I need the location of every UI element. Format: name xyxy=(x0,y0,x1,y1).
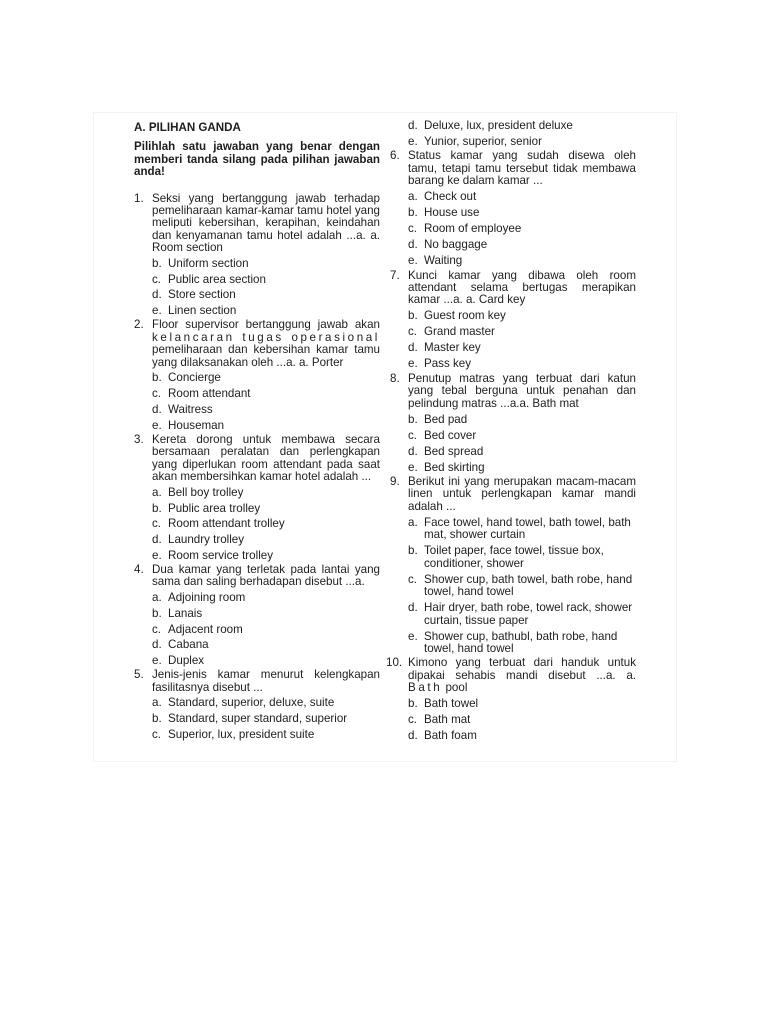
option-text: Waitress xyxy=(168,402,213,416)
question-text: Jenis-jenis kamar menurut kelengkapan fasilitasnya disebut ... xyxy=(152,668,380,694)
option-c[interactable] xyxy=(408,223,636,235)
question-text-line: pemeliharaan dan kebersihan kamar tamu yang dilaksanakan oleh ...a. a. Porter xyxy=(152,343,380,369)
option-b[interactable] xyxy=(408,414,636,426)
option-text: Duplex xyxy=(168,653,205,667)
question-10 xyxy=(386,656,636,743)
option-letter: d. xyxy=(408,601,418,615)
option-letter: c. xyxy=(408,713,418,727)
question-7 xyxy=(390,270,636,371)
option-text: Hair dryer, bath robe, towel rack, shower curtain, tissue paper xyxy=(424,601,633,627)
option-a[interactable] xyxy=(152,592,380,604)
option-d[interactable] xyxy=(408,342,636,354)
option-letter: e. xyxy=(152,548,162,562)
question-text-spaced: kelancaran tugas operasional xyxy=(152,330,380,344)
option-c[interactable] xyxy=(152,518,380,530)
question-text: Status kamar yang sudah disewa oleh tamu, tetapi tamu tersebut tidak membawa barang ke dalam kamar ... xyxy=(408,149,636,188)
option-d[interactable] xyxy=(152,404,380,416)
option-d[interactable] xyxy=(152,289,380,301)
option-c[interactable] xyxy=(152,388,380,400)
option-c[interactable] xyxy=(408,326,636,338)
option-e[interactable] xyxy=(408,358,636,370)
section-instruction: Pilihlah satu jawaban yang benar dengan memberi tanda silang pada pilihan jawaban anda! xyxy=(134,140,380,179)
question-number: 9. xyxy=(390,475,400,489)
option-c[interactable] xyxy=(152,274,380,286)
option-text: Shower cup, bath towel, bath robe, hand towel, hand towel xyxy=(424,572,633,599)
question-number: 5. xyxy=(134,668,144,682)
option-letter: c. xyxy=(152,622,162,636)
option-text: Bath towel xyxy=(424,697,479,711)
option-b[interactable] xyxy=(408,545,636,570)
question-text-line: pool xyxy=(445,681,468,695)
document-page xyxy=(94,113,676,761)
option-letter: b. xyxy=(408,206,418,220)
option-a[interactable] xyxy=(408,191,636,203)
option-letter: d. xyxy=(408,444,418,458)
question-text xyxy=(408,657,636,694)
option-letter: c. xyxy=(152,272,162,286)
option-text: Shower cup, bathubl, bath robe, hand towel, hand towel xyxy=(424,629,618,655)
option-text: Bed cover xyxy=(424,428,477,442)
option-text: House use xyxy=(424,206,480,220)
option-text: Adjacent room xyxy=(168,622,243,636)
option-text: No baggage xyxy=(424,238,488,252)
question-6 xyxy=(390,150,636,267)
question-9 xyxy=(390,476,636,655)
question-5 xyxy=(134,669,380,741)
question-text: Seksi yang bertanggung jawab terhadap pemeliharaan kamar-kamar tamu hotel yang meliputi kebersihan, kerapihan, keindahan dan kenyamanan tamu hotel adalah ...a. a. Room section xyxy=(152,191,380,255)
option-letter: a. xyxy=(152,696,162,710)
option-text: Bed skirting xyxy=(424,460,485,474)
option-e[interactable] xyxy=(152,420,380,432)
option-d[interactable] xyxy=(408,602,636,627)
question-number: 6. xyxy=(390,149,400,163)
option-text: Bell boy trolley xyxy=(168,485,244,499)
option-text: Room service trolley xyxy=(168,548,274,562)
option-b[interactable] xyxy=(152,713,380,725)
question-4 xyxy=(134,564,380,667)
question-8 xyxy=(390,373,636,474)
option-d[interactable] xyxy=(408,730,636,742)
option-e[interactable] xyxy=(408,462,636,474)
option-letter: c. xyxy=(152,387,162,401)
option-text: Master key xyxy=(424,341,481,355)
option-letter: d. xyxy=(408,729,418,743)
option-list xyxy=(408,517,636,655)
question-number: 1. xyxy=(134,191,144,205)
question-text: Kunci kamar yang dibawa oleh room attendant selama bertugas merapikan kamar ...a. a. Card key xyxy=(408,268,636,307)
option-text: Bed spread xyxy=(424,444,484,458)
option-d[interactable] xyxy=(408,239,636,251)
option-d[interactable] xyxy=(408,120,636,132)
option-list xyxy=(152,487,380,562)
question-1 xyxy=(134,193,380,318)
option-letter: e. xyxy=(408,460,418,474)
option-text: Public area section xyxy=(168,272,266,286)
question-text-line: Floor supervisor bertanggung jawab akan xyxy=(152,318,380,332)
question-3 xyxy=(134,434,380,562)
option-text: Grand master xyxy=(424,325,495,339)
question-number: 8. xyxy=(390,371,400,385)
option-letter: e. xyxy=(152,418,162,432)
option-text: Public area trolley xyxy=(168,501,261,515)
option-b[interactable] xyxy=(152,608,380,620)
option-b[interactable] xyxy=(408,310,636,322)
option-d[interactable] xyxy=(408,446,636,458)
option-list xyxy=(152,372,380,432)
option-e[interactable] xyxy=(408,255,636,267)
option-d[interactable] xyxy=(152,534,380,546)
option-e[interactable] xyxy=(152,305,380,317)
option-letter: b. xyxy=(152,256,162,270)
option-a[interactable] xyxy=(152,487,380,499)
option-list xyxy=(408,414,636,474)
option-b[interactable] xyxy=(152,503,380,515)
option-list xyxy=(408,191,636,267)
option-letter: a. xyxy=(152,485,162,499)
question-text-line: Kimono yang terbuat dari handuk untuk dipakai sehabis mandi disebut ...a. a. xyxy=(408,656,636,682)
option-text: Standard, superior, deluxe, suite xyxy=(168,696,335,710)
option-text: Houseman xyxy=(168,418,225,432)
option-text: Toilet paper, face towel, tissue box, conditioner, shower xyxy=(424,544,604,570)
option-list xyxy=(152,592,380,667)
option-text: Room attendant xyxy=(168,387,251,401)
question-number: 7. xyxy=(390,268,400,282)
option-list xyxy=(408,120,636,148)
option-c[interactable] xyxy=(408,430,636,442)
option-letter: c. xyxy=(408,572,418,586)
option-letter: e. xyxy=(408,629,418,643)
question-text: Penutup matras yang terbuat dari katun yang tebal berguna untuk penahan dan pelindung matras ...a.a. Bath mat xyxy=(408,371,636,410)
option-text: Adjoining room xyxy=(168,591,246,605)
option-text: Deluxe, lux, president deluxe xyxy=(424,119,573,132)
option-letter: c. xyxy=(152,727,162,741)
right-column xyxy=(386,119,636,743)
option-letter: b. xyxy=(152,371,162,385)
option-text: Room attendant trolley xyxy=(168,517,285,531)
question-2 xyxy=(134,319,380,431)
option-b[interactable] xyxy=(152,258,380,270)
option-text: Standard, super standard, superior xyxy=(168,712,348,726)
option-text: Bath mat xyxy=(424,713,471,727)
option-text: Store section xyxy=(168,288,236,302)
option-d[interactable] xyxy=(152,639,380,651)
option-text: Laundry trolley xyxy=(168,532,245,546)
option-text: Pass key xyxy=(424,357,472,371)
option-letter: e. xyxy=(408,357,418,371)
option-text: Superior, lux, president suite xyxy=(168,727,315,741)
question-text: Berikut ini yang merupakan macam-macam linen untuk perlengkapan kamar mandi adalah ... xyxy=(408,475,636,513)
option-text: Concierge xyxy=(168,371,221,385)
option-list xyxy=(152,697,380,741)
option-letter: a. xyxy=(408,515,418,529)
option-letter: b. xyxy=(152,501,162,515)
option-letter: d. xyxy=(152,402,162,416)
option-a[interactable] xyxy=(152,697,380,709)
option-b[interactable] xyxy=(152,372,380,384)
option-text: Bath foam xyxy=(424,729,477,743)
option-letter: a. xyxy=(152,591,162,605)
option-text: Check out xyxy=(424,190,477,204)
option-letter: c. xyxy=(408,325,418,339)
option-letter: b. xyxy=(408,544,418,558)
option-text: Uniform section xyxy=(168,256,249,270)
option-letter: b. xyxy=(408,697,418,711)
question-text-spaced: Bath xyxy=(408,681,443,695)
option-letter: e. xyxy=(152,653,162,667)
option-c[interactable] xyxy=(152,624,380,636)
option-e[interactable] xyxy=(408,136,636,148)
option-letter: c. xyxy=(152,517,162,531)
option-e[interactable] xyxy=(152,655,380,667)
option-text: Linen section xyxy=(168,304,237,318)
option-text: Yunior, superior, senior xyxy=(424,135,542,148)
option-letter: d. xyxy=(408,119,418,132)
section-heading: A. PILIHAN GANDA xyxy=(134,121,241,134)
option-letter: b. xyxy=(408,309,418,323)
option-letter: b. xyxy=(152,606,162,620)
option-e[interactable] xyxy=(152,550,380,562)
option-letter: e. xyxy=(408,135,418,148)
option-text: Room of employee xyxy=(424,222,522,236)
question-number: 2. xyxy=(134,318,144,332)
option-text: Waiting xyxy=(424,254,463,268)
option-list xyxy=(152,258,380,318)
question-number: 10. xyxy=(386,656,403,670)
option-c[interactable] xyxy=(408,574,636,599)
question-5-continued xyxy=(390,120,636,148)
option-c[interactable] xyxy=(152,729,380,741)
left-column xyxy=(134,120,380,741)
option-letter: d. xyxy=(408,238,418,252)
option-text: Face towel, hand towel, bath towel, bath mat, shower curtain xyxy=(424,515,631,542)
option-letter: c. xyxy=(408,222,418,236)
question-number: 4. xyxy=(134,563,144,577)
question-text: Kereta dorong untuk membawa secara bersamaan peralatan dan perlengkapan yang diperlukan room attendant pada saat akan membersihkan kamar hotel adalah ... xyxy=(152,432,380,484)
option-c[interactable] xyxy=(408,714,636,726)
option-text: Guest room key xyxy=(424,309,506,323)
question-number: 3. xyxy=(134,432,144,446)
question-text: Dua kamar yang terletak pada lantai yang sama dan saling berhadapan disebut ...a. xyxy=(152,563,380,589)
option-letter: b. xyxy=(152,712,162,726)
question-text xyxy=(152,319,380,369)
option-letter: e. xyxy=(152,304,162,318)
option-a[interactable] xyxy=(408,517,636,542)
option-letter: a. xyxy=(408,190,418,204)
option-letter: b. xyxy=(408,412,418,426)
option-b[interactable] xyxy=(408,207,636,219)
option-text: Bed pad xyxy=(424,412,468,426)
option-list xyxy=(408,698,636,742)
option-letter: d. xyxy=(408,341,418,355)
option-text: Lanais xyxy=(168,606,203,620)
option-letter: d. xyxy=(152,288,162,302)
option-letter: d. xyxy=(152,638,162,652)
option-e[interactable] xyxy=(408,631,636,656)
option-list xyxy=(408,310,636,370)
option-text: Cabana xyxy=(168,638,209,652)
option-letter: c. xyxy=(408,428,418,442)
option-letter: e. xyxy=(408,254,418,268)
option-letter: d. xyxy=(152,532,162,546)
option-b[interactable] xyxy=(408,698,636,710)
